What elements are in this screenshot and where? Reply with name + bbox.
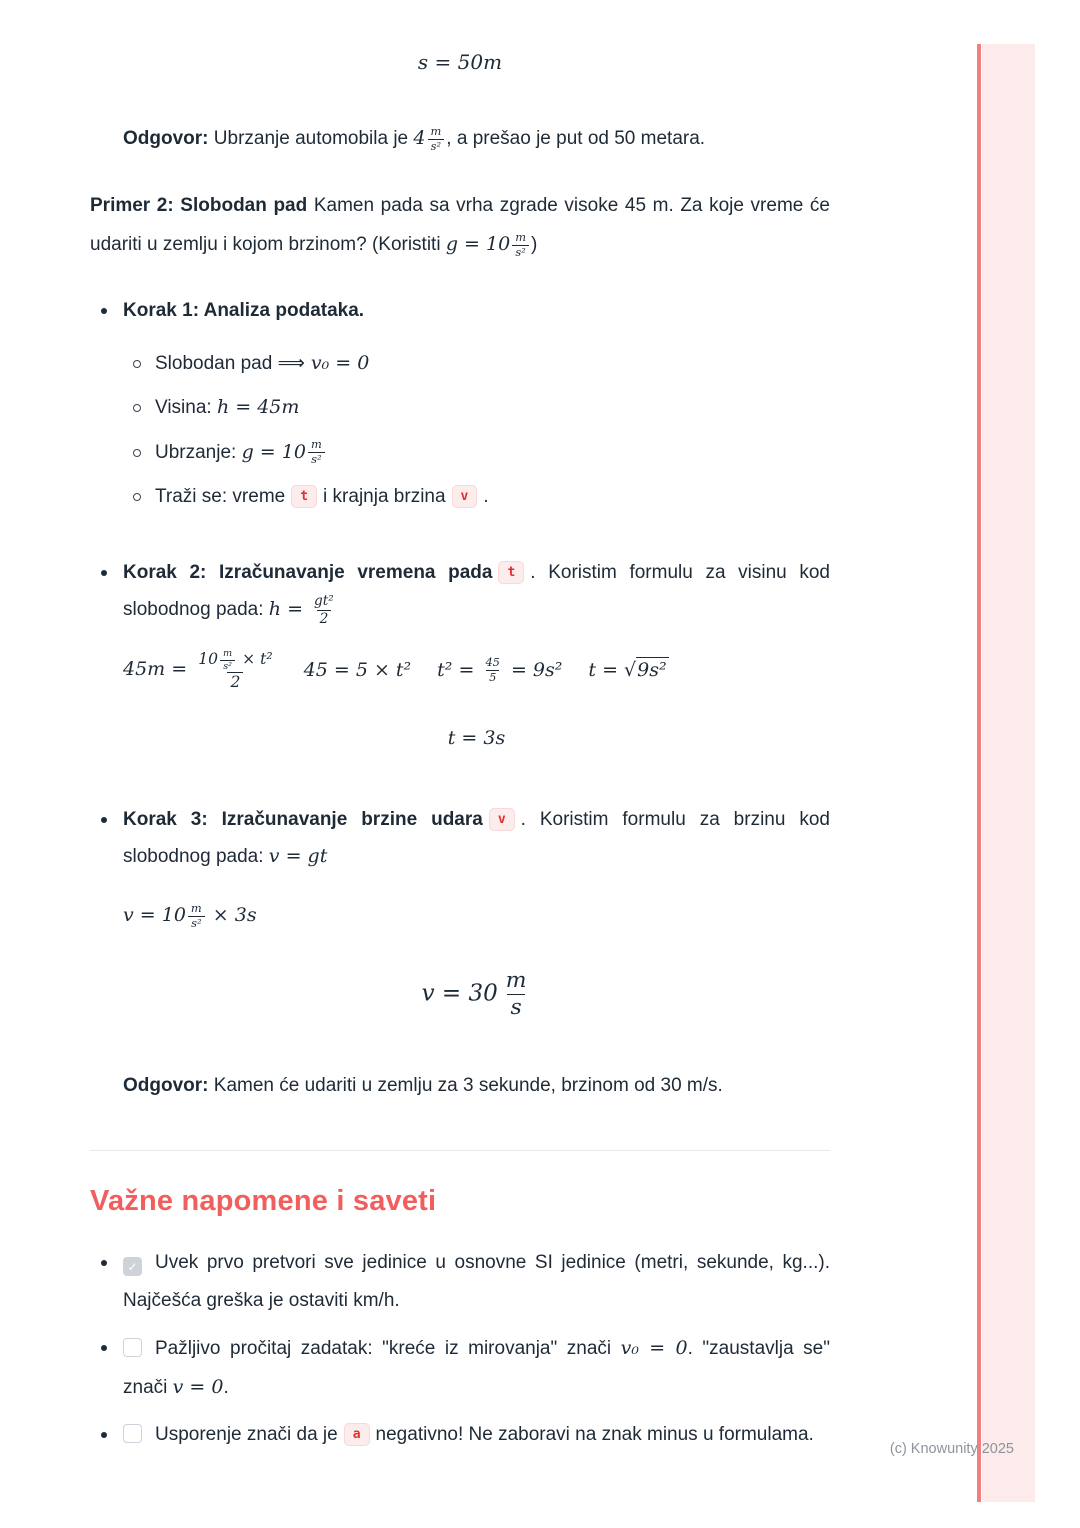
frac-num: m bbox=[310, 437, 322, 452]
unknowns-text-after: . bbox=[483, 485, 489, 507]
equation-step-1 bbox=[123, 648, 278, 692]
gravity-equation: g = 10 bbox=[445, 233, 511, 256]
frac-den: 5 bbox=[486, 670, 499, 685]
answer-1-label: Odgovor: bbox=[123, 128, 209, 149]
time-derivation-equations bbox=[123, 648, 830, 692]
times-t-squared: × t² bbox=[237, 650, 273, 669]
step-3-item bbox=[90, 801, 830, 1022]
notes-list bbox=[90, 1244, 830, 1454]
velocity-calculation bbox=[123, 897, 830, 934]
equation-step-3 bbox=[437, 652, 562, 689]
page-accent-strip bbox=[982, 44, 1035, 1502]
equation-lhs: t² = bbox=[437, 658, 481, 681]
step-3-title: Korak 3: Izračunavanje brzine udara bbox=[123, 809, 483, 831]
note-1-text: Uvek prvo pretvori sve jedinice u osnovne SI jedinice (metri, sekunde, kg...). Najčešća greška je ostaviti km/h. bbox=[123, 1251, 830, 1311]
acceleration-value bbox=[413, 123, 446, 153]
velocity-formula: v = gt bbox=[268, 845, 328, 868]
inline-code-a: a bbox=[344, 1423, 370, 1446]
bullet-icon bbox=[101, 1345, 107, 1351]
velocity-result-equation bbox=[123, 968, 830, 1021]
section-divider bbox=[90, 1150, 830, 1151]
step-2-title: Korak 2: Izračunavanje vremena pada bbox=[123, 562, 493, 584]
meters-per-second-fraction bbox=[503, 968, 530, 1021]
unknowns-text-before: Traži se: vreme bbox=[155, 485, 286, 507]
calc-rhs: × 3s bbox=[206, 904, 257, 927]
data-item-height bbox=[123, 391, 830, 424]
meters-per-second-squared-fraction bbox=[427, 125, 444, 153]
velocity-zero: v = 0 bbox=[172, 1375, 224, 1398]
calc-lhs: v = 10 bbox=[123, 904, 186, 927]
checkbox-checked[interactable] bbox=[123, 1257, 142, 1276]
frac-den: s² bbox=[220, 660, 235, 673]
frac-num: m bbox=[515, 229, 526, 244]
height-formula bbox=[268, 593, 339, 627]
gravity-coefficient: g = 10 bbox=[241, 440, 306, 463]
document-content bbox=[90, 0, 830, 1463]
frac-num: m bbox=[430, 123, 442, 138]
answer-1-text-after: , a prešao je put od 50 metara. bbox=[446, 128, 706, 149]
note-item-read-carefully bbox=[90, 1329, 830, 1407]
equation-lhs: t = bbox=[588, 658, 625, 681]
primer-2-close: ) bbox=[531, 234, 538, 256]
notes-heading: Važne napomene i saveti bbox=[90, 1184, 437, 1217]
frac-den: s bbox=[507, 994, 524, 1021]
equation-rhs: = 9s² bbox=[504, 658, 563, 681]
initial-velocity-equation: v₀ = 0 bbox=[304, 352, 370, 375]
frac-num: 45 bbox=[485, 655, 500, 670]
circle-bullet-icon bbox=[133, 493, 141, 501]
gt-squared-over-2-fraction bbox=[311, 593, 337, 627]
square-root bbox=[624, 652, 669, 689]
frac-num: m bbox=[190, 901, 202, 916]
free-fall-text: Slobodan pad bbox=[155, 353, 278, 375]
frac-num bbox=[195, 648, 275, 672]
step-1-title: Korak 1: Analiza podataka. bbox=[123, 300, 365, 322]
checkbox-unchecked[interactable] bbox=[123, 1338, 142, 1357]
frac-den: s² bbox=[512, 245, 528, 260]
radicand: 9s² bbox=[637, 658, 667, 681]
data-item-unknowns bbox=[123, 480, 830, 513]
copyright-footer: (c) Knowunity 2025 bbox=[889, 1441, 1014, 1457]
frac-num: m bbox=[505, 968, 527, 994]
frac-num: m bbox=[223, 648, 233, 660]
note-item-units bbox=[90, 1244, 830, 1320]
bullet-icon bbox=[101, 1432, 107, 1438]
page-accent-line bbox=[977, 44, 981, 1502]
note-2-text-before: Pažljivo pročitaj zadatak: "kreće iz mirovanja" znači bbox=[155, 1337, 621, 1359]
unknowns-text-middle: i krajnja brzina bbox=[323, 485, 446, 507]
primer-2-body: Kamen pada sa vrha zgrade visoke 45 m. Za koje vreme će udariti u zemlju i kojom brzinom? (Koristiti bbox=[90, 195, 830, 256]
answer-paragraph-2 bbox=[90, 1068, 830, 1104]
circle-bullet-icon bbox=[133, 360, 141, 368]
equation-step-2: 45 = 5 × t² bbox=[303, 658, 412, 681]
frac-num: gt² bbox=[314, 593, 334, 610]
inline-code-v: v bbox=[452, 485, 478, 508]
sqrt-icon: √ bbox=[624, 658, 637, 681]
meters-per-second-squared-fraction bbox=[308, 438, 325, 466]
initial-velocity-zero: v₀ = 0 bbox=[620, 1336, 688, 1359]
height-equation: h = 45m bbox=[216, 396, 300, 419]
circle-bullet-icon bbox=[133, 404, 141, 412]
height-label: Visina: bbox=[155, 397, 217, 419]
inline-code-v: v bbox=[489, 808, 515, 831]
frac-den: s² bbox=[308, 452, 324, 467]
bullet-icon bbox=[101, 308, 107, 314]
time-result-equation: t = 3s bbox=[447, 727, 506, 750]
note-3-text-after: negativno! Ne zaboravi na znak minus u formulama. bbox=[375, 1423, 814, 1445]
primer-2-paragraph bbox=[90, 187, 830, 264]
inline-code-t: t bbox=[291, 485, 317, 508]
meters-per-second-squared-fraction bbox=[512, 231, 529, 259]
inline-code-t: t bbox=[498, 561, 524, 584]
result-lhs: v = 30 bbox=[421, 980, 498, 1007]
note-item-deceleration bbox=[90, 1416, 830, 1454]
forty-five-over-five-fraction bbox=[482, 656, 503, 684]
data-item-free-fall bbox=[123, 347, 830, 380]
acceleration-coefficient: 4 bbox=[413, 127, 426, 149]
answer-paragraph-1 bbox=[90, 120, 830, 157]
frac-den: 2 bbox=[227, 672, 243, 692]
steps-list bbox=[90, 292, 830, 1022]
nested-fraction bbox=[195, 648, 275, 692]
bullet-icon bbox=[101, 817, 107, 823]
acceleration-label: Ubrzanje: bbox=[155, 441, 242, 463]
note-3-text-before: Usporenje znači da je bbox=[155, 1423, 338, 1445]
note-2-text-middle: . "zaustavlja se" znači bbox=[123, 1337, 830, 1398]
formula-lhs: h = bbox=[268, 598, 310, 621]
step-2-text: . Koristim formulu za visinu kod slobodnog pada: bbox=[123, 562, 830, 621]
equation-lhs: 45m = bbox=[123, 658, 194, 681]
data-item-acceleration bbox=[123, 436, 830, 469]
answer-1-text: Ubrzanje automobila je bbox=[208, 128, 414, 149]
bullet-icon bbox=[101, 1260, 107, 1266]
answer-2-label: Odgovor: bbox=[123, 1074, 209, 1096]
step-2-item bbox=[90, 554, 830, 757]
checkbox-unchecked[interactable] bbox=[123, 1424, 142, 1443]
coefficient: 10 bbox=[198, 650, 219, 669]
step-1-sublist bbox=[123, 347, 830, 513]
frac-den: 2 bbox=[317, 610, 332, 627]
meters-per-second-squared-fraction bbox=[220, 648, 235, 672]
note-2-text-after: . bbox=[223, 1376, 229, 1398]
equation-s-result: s = 50m bbox=[417, 50, 503, 74]
frac-den: s² bbox=[188, 916, 204, 931]
step-3-text: . Koristim formulu za brzinu kod slobodnog pada: bbox=[123, 809, 830, 868]
equation-step-4 bbox=[588, 652, 668, 689]
check-icon: ✓ bbox=[127, 1259, 138, 1274]
implies-arrow-icon: ⟹ bbox=[277, 353, 305, 375]
bullet-icon bbox=[101, 570, 107, 576]
meters-per-second-squared-fraction bbox=[188, 902, 205, 930]
gravity-value bbox=[445, 229, 531, 259]
gravity-equation bbox=[241, 437, 327, 467]
answer-2-text: Kamen će udariti u zemlju za 3 sekunde, brzinom od 30 m/s. bbox=[208, 1074, 723, 1096]
circle-bullet-icon bbox=[133, 449, 141, 457]
primer-2-label: Primer 2: Slobodan pad bbox=[90, 195, 308, 217]
frac-den: s² bbox=[428, 139, 444, 154]
step-1-item bbox=[90, 292, 830, 524]
